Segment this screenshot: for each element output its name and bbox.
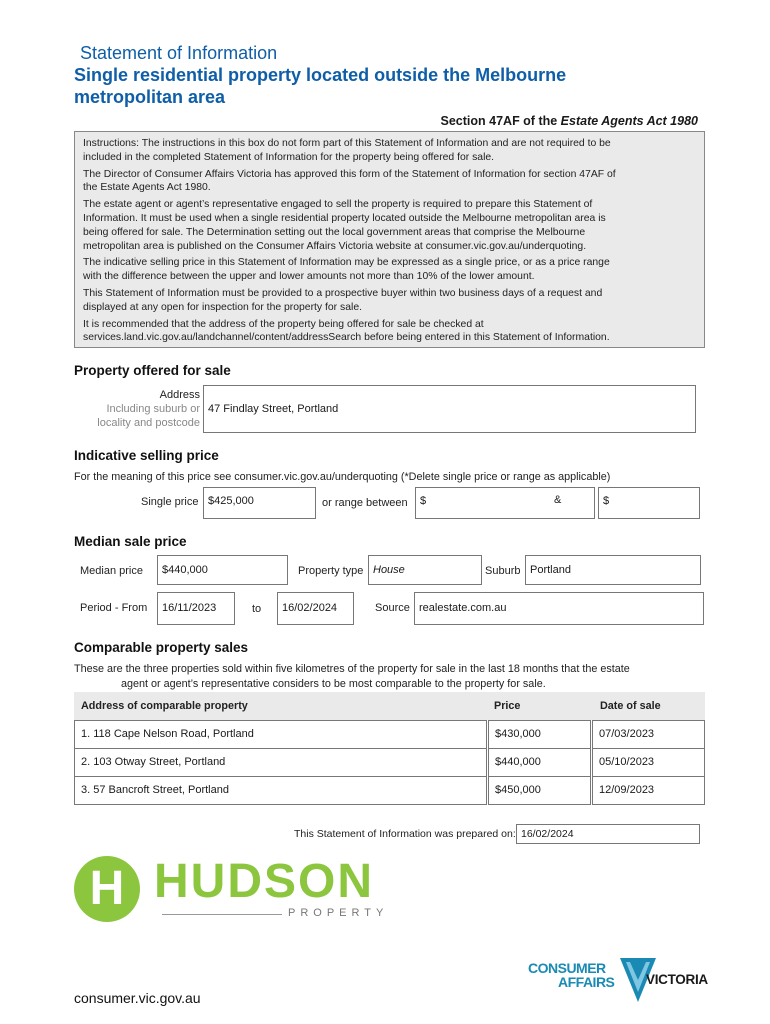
- instr-line: The estate agent or agent’s representative engaged to sell the property is required to prepare this Statement of: [83, 199, 593, 211]
- single-price-field[interactable]: $425,000: [203, 487, 316, 519]
- comparable-price-cell[interactable]: $450,000: [488, 776, 591, 805]
- period-to-field[interactable]: 16/02/2024: [277, 592, 354, 625]
- table-row: [74, 720, 705, 749]
- hudson-subtitle: PROPERTY: [288, 907, 389, 919]
- hudson-wordmark: HUDSON: [154, 855, 375, 908]
- range-high-field[interactable]: $: [598, 487, 700, 519]
- source-label: Source: [375, 602, 410, 614]
- comparable-price-cell[interactable]: $440,000: [488, 748, 591, 777]
- indicative-note: For the meaning of this price see consumer.vic.gov.au/underquoting (*Delete single price or range as applicable): [74, 471, 611, 483]
- property-type-field[interactable]: House: [368, 555, 482, 585]
- instr-line: with the difference between the upper and lower amounts not more than 10% of the lower amount.: [83, 271, 535, 283]
- address-field[interactable]: 47 Findlay Street, Portland: [203, 385, 696, 433]
- instr-line: The indicative selling price in this Statement of Information may be expressed as a single price, or as a price range: [83, 257, 610, 269]
- instructions-box: [74, 131, 705, 348]
- consumer-affairs-victoria-logo: [528, 958, 708, 1008]
- instr-line: Instructions: The instructions in this box do not form part of this Statement of Information and are not required to be: [83, 138, 611, 149]
- prepared-on-field[interactable]: 16/02/2024: [516, 824, 700, 844]
- document-subtitle: Statement of Information: [80, 43, 278, 63]
- col-header-date: Date of sale: [600, 700, 661, 712]
- property-type-label: Property type: [298, 565, 364, 577]
- footer-url: consumer.vic.gov.au: [74, 990, 201, 1006]
- comparable-note-line1: These are the three properties sold within five kilometres of the property for sale in the last 18 months that the estate: [74, 663, 630, 675]
- table-row: [74, 748, 705, 777]
- table-row: [74, 776, 705, 805]
- instr-line: Information. It must be used when a single residential property located outside the Melbourne metropolitan area is: [83, 212, 606, 224]
- comparable-address-cell[interactable]: 2. 103 Otway Street, Portland: [74, 748, 487, 777]
- instr-line: This Statement of Information must be provided to a prospective buyer within two business days of a request and: [83, 287, 603, 299]
- suburb-label: Suburb: [485, 565, 521, 577]
- comparable-address-cell[interactable]: 1. 118 Cape Nelson Road, Portland: [74, 720, 487, 749]
- address-label-line3: locality and postcode: [97, 417, 200, 429]
- section-prefix: Section 47AF of the: [440, 114, 561, 128]
- source-field[interactable]: realestate.com.au: [414, 592, 704, 625]
- comparable-date-cell[interactable]: 07/03/2023: [592, 720, 705, 749]
- table-header: [74, 692, 705, 720]
- address-label-line1: Address: [159, 389, 200, 401]
- section-reference: [441, 114, 698, 128]
- comparable-date-cell[interactable]: 05/10/2023: [592, 748, 705, 777]
- instr-line: being offered for sale. The Determination setting out the local government areas that comprise the Melbourne: [83, 226, 586, 238]
- median-price-label: Median price: [80, 565, 143, 577]
- cav-line2: AFFAIRS: [558, 974, 615, 990]
- document-title-line1: Single residential property located outside the Melbourne: [74, 65, 567, 85]
- document-title-line2: metropolitan area: [74, 87, 226, 107]
- property-heading: Property offered for sale: [74, 363, 231, 378]
- range-low-field[interactable]: $: [415, 487, 595, 519]
- comparable-heading: Comparable property sales: [74, 640, 249, 655]
- cav-line1: CONSUMER: [528, 960, 606, 976]
- range-label: or range between: [322, 497, 408, 509]
- comparable-note-line2: agent or agent’s representative considers to be most comparable to the property for sale.: [121, 678, 546, 690]
- instr-line: services.land.vic.gov.au/landchannel/content/addressSearch before being entered in this Statement of Information.: [83, 332, 610, 344]
- col-header-address: Address of comparable property: [81, 700, 248, 712]
- prepared-on-label: This Statement of Information was prepared on:: [294, 828, 516, 840]
- suburb-field[interactable]: Portland: [525, 555, 701, 585]
- cav-line3: VICTORIA: [646, 972, 708, 987]
- hudson-h-icon: H: [74, 856, 140, 922]
- indicative-heading: Indicative selling price: [74, 448, 219, 463]
- address-label: [74, 388, 200, 430]
- hudson-logo: [74, 853, 414, 923]
- comparable-address-cell[interactable]: 3. 57 Bancroft Street, Portland: [74, 776, 487, 805]
- instr-line: included in the completed Statement of Information for the property being offered for sale.: [83, 151, 495, 163]
- act-name: Estate Agents Act 1980: [560, 114, 698, 128]
- period-to-label: to: [252, 603, 262, 615]
- col-header-price: Price: [494, 700, 521, 712]
- median-heading: Median sale price: [74, 534, 187, 549]
- instr-line: displayed at any open for inspection for the property for sale.: [83, 301, 362, 313]
- instr-line: the Estate Agents Act 1980.: [83, 182, 211, 194]
- period-from-label: Period - From: [80, 602, 148, 614]
- instr-line: It is recommended that the address of the property being offered for sale be checked at: [83, 318, 484, 330]
- instr-line: The Director of Consumer Affairs Victoria has approved this form of the Statement of Information for section 47AF of: [83, 168, 616, 180]
- period-from-field[interactable]: 16/11/2023: [157, 592, 235, 625]
- single-price-label: Single price: [141, 496, 199, 508]
- comparable-date-cell[interactable]: 12/09/2023: [592, 776, 705, 805]
- hudson-divider-line: [162, 914, 282, 915]
- median-price-field[interactable]: $440,000: [157, 555, 288, 585]
- range-ampersand: &: [554, 494, 562, 506]
- address-label-line2: Including suburb or: [106, 403, 200, 415]
- comparable-price-cell[interactable]: $430,000: [488, 720, 591, 749]
- instr-line: metropolitan area is published on the Consumer Affairs Victoria website at consumer.vic.gov.au/underquoting.: [83, 240, 587, 252]
